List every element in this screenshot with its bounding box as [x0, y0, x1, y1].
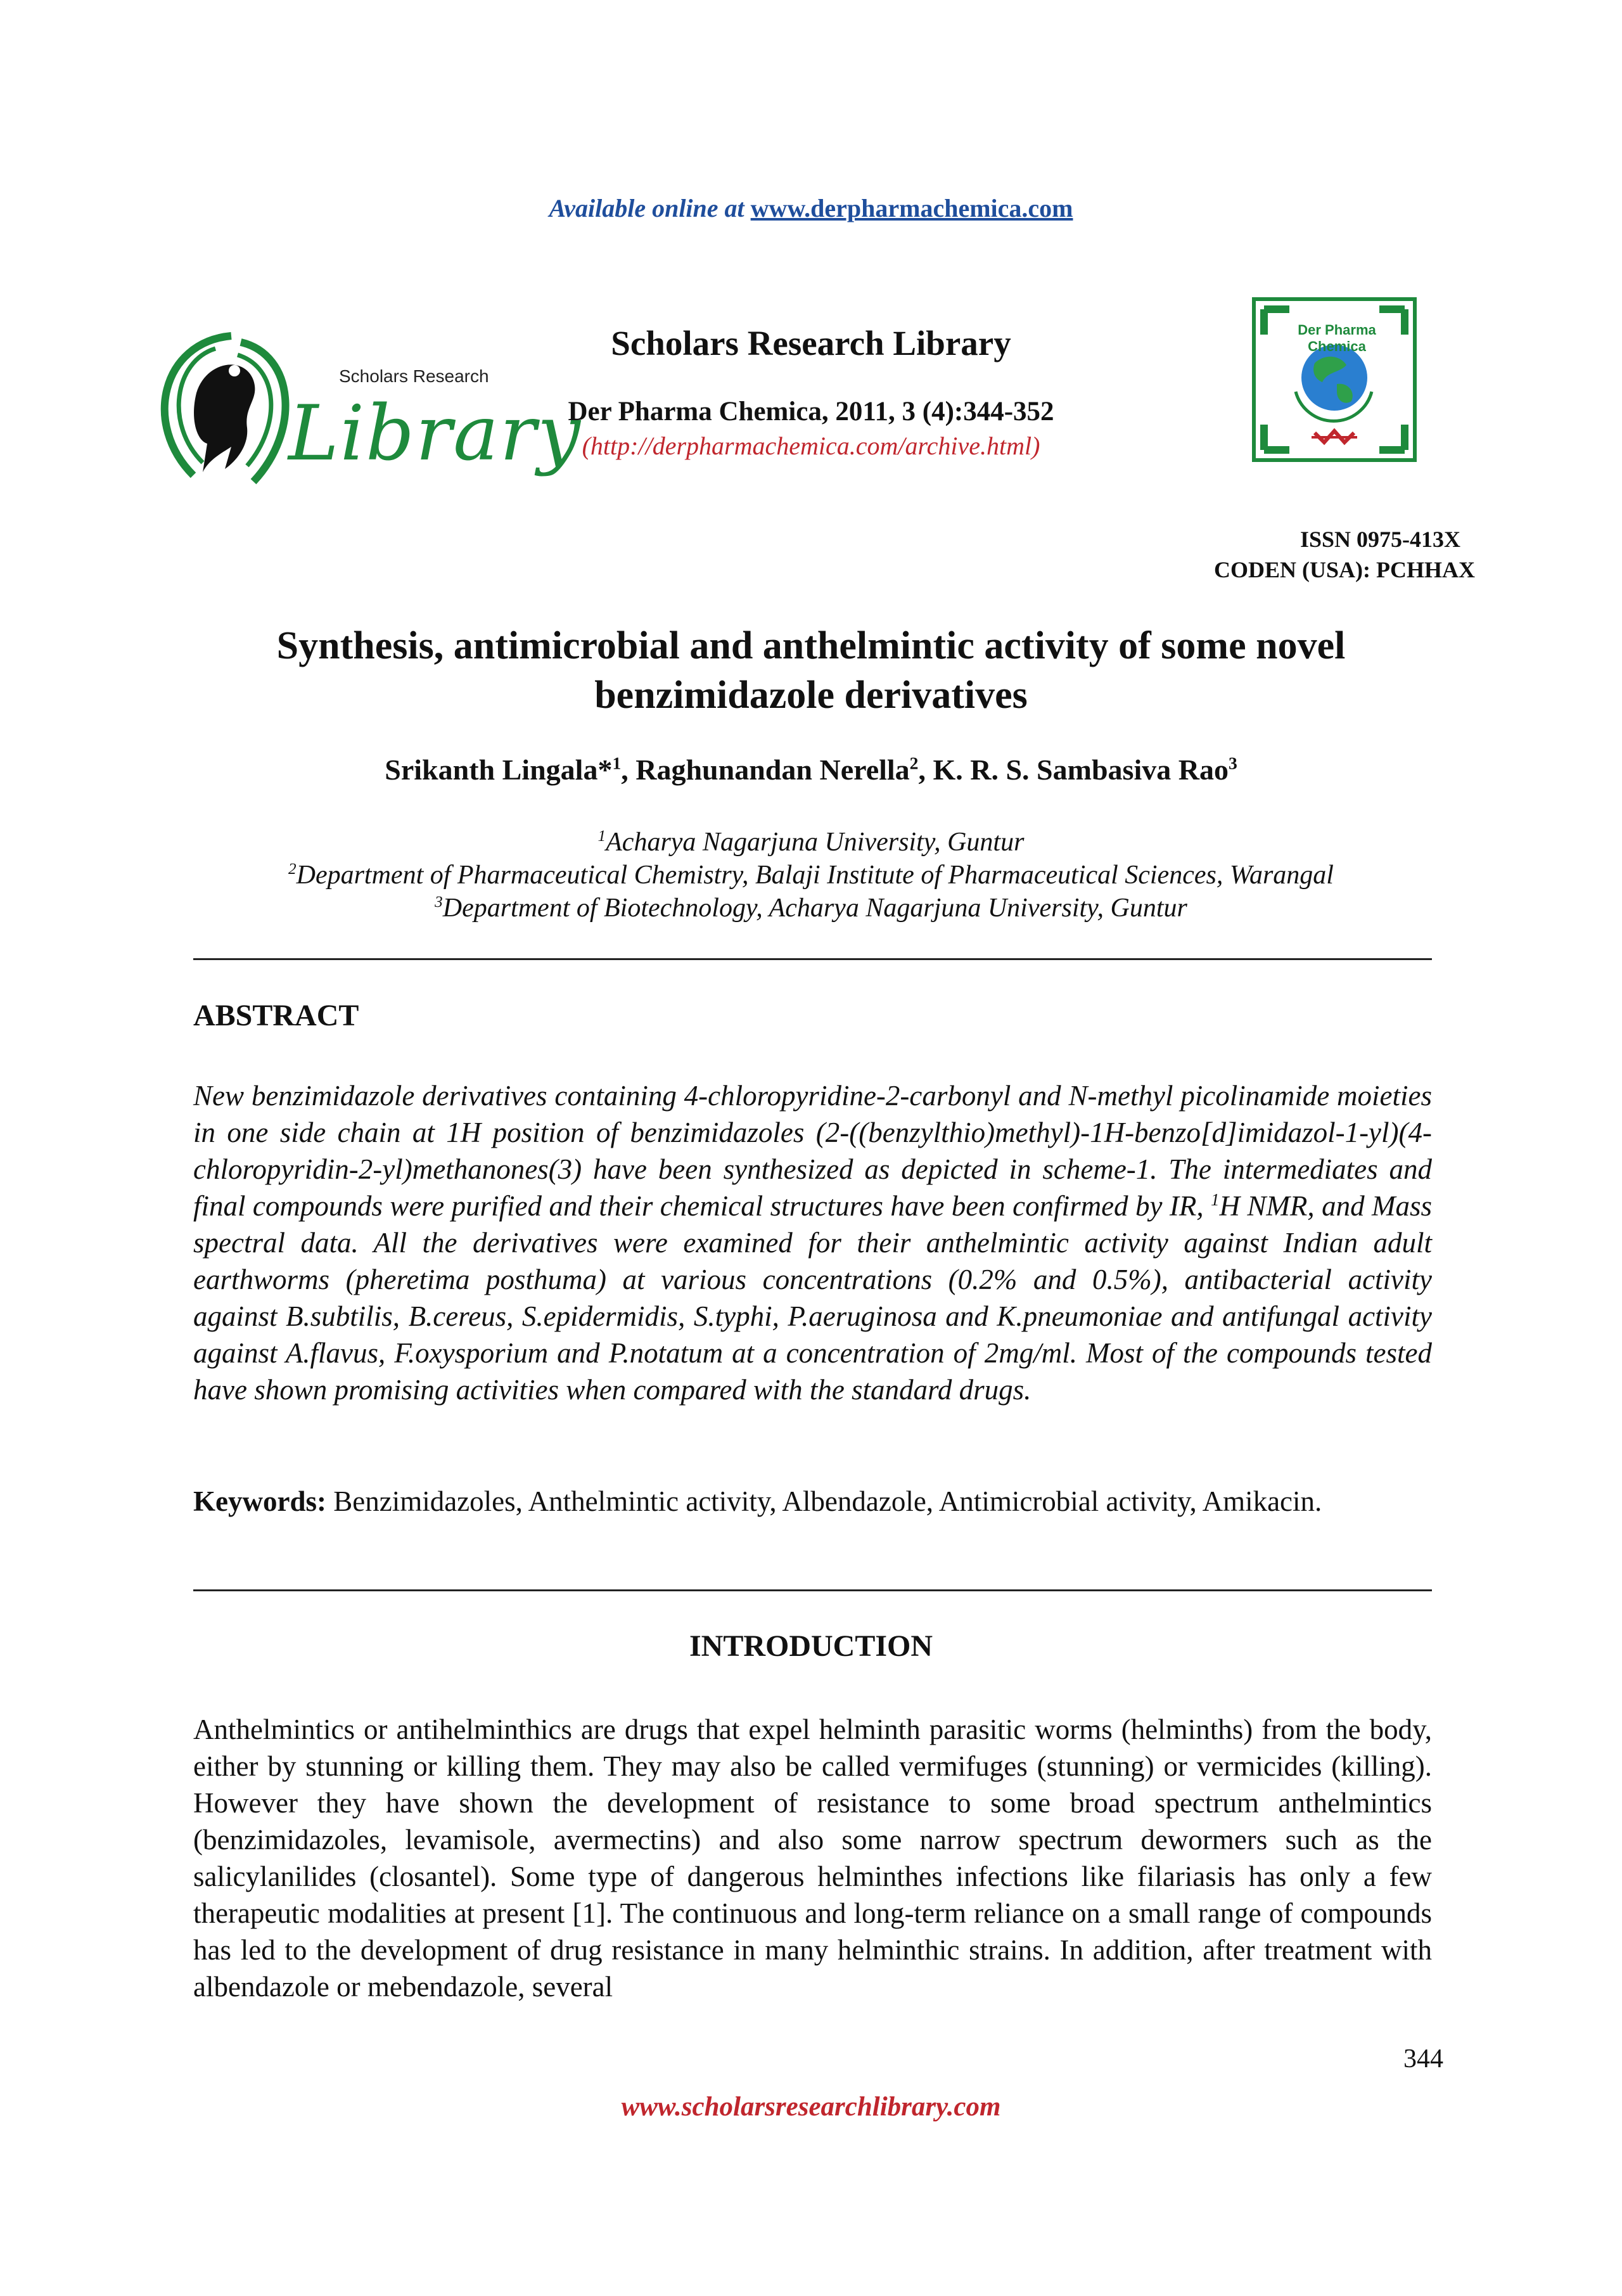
affiliation-3: [0, 893, 1622, 923]
introduction-heading: INTRODUCTION: [689, 1629, 933, 1663]
affiliation-1-number: 1: [597, 828, 606, 845]
affiliation-1-text: Acharya Nagarjuna University, Guntur: [606, 828, 1025, 857]
author-3: , K. R. S. Sambasiva Rao: [918, 754, 1229, 786]
author-1: Srikanth Lingala*: [385, 754, 613, 786]
abstract-nmr-superscript: 1: [1211, 1190, 1220, 1209]
archive-link[interactable]: (http://derpharmachemica.com/archive.html): [582, 432, 1040, 460]
available-prefix: Available online at: [549, 194, 751, 222]
journal-citation: Der Pharma Chemica, 2011, 3 (4):344-352: [568, 397, 1054, 426]
library-title: Scholars Research Library: [611, 324, 1011, 362]
paper-title-line-1: Synthesis, antimicrobial and anthelmintic activity of some novel: [276, 624, 1346, 667]
affiliation-2-text: Department of Pharmaceutical Chemistry, Balaji Institute of Pharmaceutical Sciences, Warangal: [296, 861, 1334, 890]
author-2-affil: 2: [909, 753, 919, 773]
affiliation-2: [0, 860, 1622, 890]
keywords-label: Keywords:: [193, 1485, 326, 1517]
abstract-text-part-1: New benzimidazole derivatives containing 4-chloropyridine-2-carbonyl and N-methyl picolinamide moieties in one side chain at 1H position of benzimidazoles (2-((benzylthio)methyl)-1H-benzo[d]imidazol-1-yl)(4-chloropyridin-2-yl)methanones(3) have been synthesized as depicted in scheme-1. The intermediates and final compounds were purified and their chemical structures have been confirmed by IR,: [193, 1080, 1432, 1222]
divider-top: [193, 958, 1432, 960]
available-online-line: [0, 193, 1622, 223]
keywords-list: Benzimidazoles, Anthelmintic activity, Albendazole, Antimicrobial activity, Amikacin.: [326, 1485, 1322, 1517]
introduction-text: Anthelmintics or antihelminthics are drugs that expel helminth parasitic worms (helminths) from the body, either by stunning or killing them. They may also be called vermifuges (stunning) or vermicides (killing). However they have shown the development of resistance to some broad spectrum anthelmintics (benzimidazoles, levamisole, avermectins) and also some narrow spectrum dewormers such as the salicylanilides (closantel). Some type of dangerous helminthes infections like filariasis has only a few therapeutic modalities at present [1]. The continuous and long-term reliance on a small range of compounds has led to the development of drug resistance in many helminthic strains. In addition, after treatment with albendazole or mebendazole, several: [193, 1714, 1432, 2003]
page-number: 344: [1403, 2044, 1443, 2074]
journal-website-link[interactable]: www.derpharmachemica.com: [750, 194, 1073, 222]
author-3-affil: 3: [1228, 753, 1237, 773]
footer-website-link[interactable]: www.scholarsresearchlibrary.com: [621, 2092, 1001, 2122]
affiliation-1: [0, 827, 1622, 857]
keywords: [193, 1483, 1432, 1520]
author-1-affil: 1: [612, 753, 622, 773]
logo-small-text: Scholars Research: [339, 366, 489, 386]
abstract-text: [193, 1077, 1432, 1408]
der-pharma-chemica-logo: [1251, 297, 1417, 463]
logo-large-text: Library: [288, 390, 582, 478]
paper-title: [0, 621, 1622, 720]
affiliation-3-number: 3: [435, 894, 443, 911]
coden: CODEN (USA): PCHHAX: [1214, 557, 1475, 582]
abstract-text-part-2: H NMR, and Mass spectral data. All the derivatives were examined for their anthelmintic activity against Indian adult earthworms (pheretima posthuma) at various concentrations (0.2% and 0.5%), antibacterial activity against B.subtilis, B.cereus, S.epidermidis, S.typhi, P.aeruginosa and K.pneumoniae and antifungal activity against A.flavus, F.oxysporium and P.notatum at a concentration of 2mg/ml. Most of the compounds tested have shown promising activities when compared with the standard drugs.: [193, 1190, 1432, 1406]
author-list: [0, 753, 1622, 786]
logo-arc-text: Der Pharma Chemica: [1298, 322, 1376, 354]
affiliation-3-text: Department of Biotechnology, Acharya Nagarjuna University, Guntur: [442, 894, 1187, 923]
divider-bottom: [193, 1589, 1432, 1591]
author-2: , Raghunandan Nerella: [621, 754, 910, 786]
issn: ISSN 0975-413X: [1300, 527, 1460, 552]
paper-title-line-2: benzimidazole derivatives: [594, 674, 1028, 717]
affiliation-2-number: 2: [288, 861, 297, 878]
abstract-heading: ABSTRACT: [193, 999, 359, 1032]
